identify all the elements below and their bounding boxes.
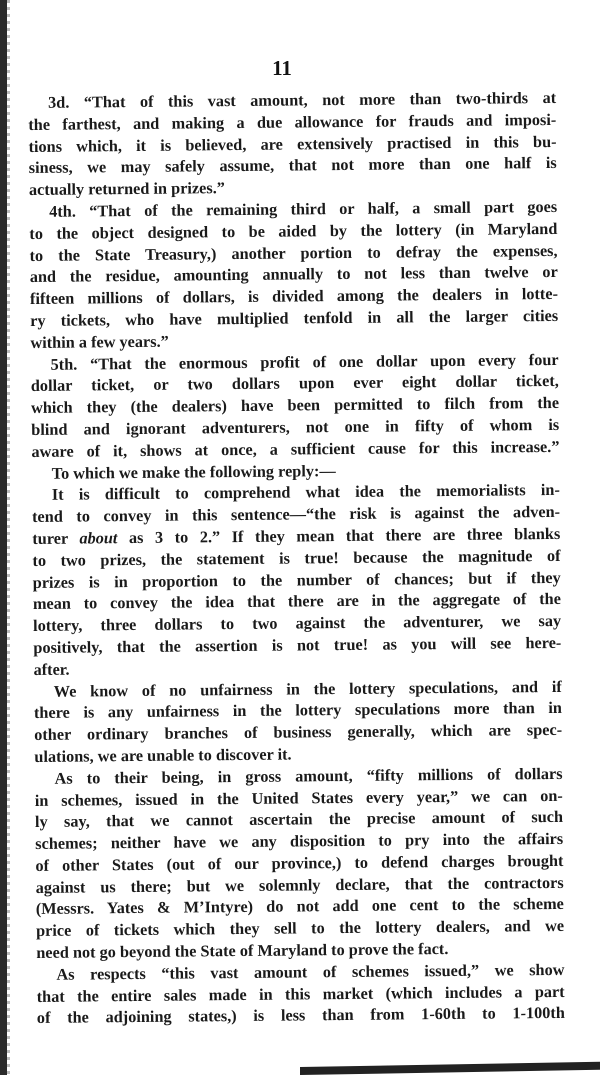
text-line: To which we make the following reply:—	[51, 460, 336, 483]
italic-text: about	[79, 528, 118, 548]
text-line: after.	[33, 659, 70, 679]
text-line: other ordinary branches of business generally, which are spec-	[34, 720, 563, 745]
text-line: against us there; but we solemnly declare, that the contractors	[35, 872, 564, 897]
text-line: 5th. “That the enormous profit of one dollar upon every four	[50, 349, 559, 374]
text-line: ly say, that we cannot ascertain the precise amount of such	[34, 807, 564, 832]
text-line: mean to convey the idea that there are in the aggregate of the	[32, 589, 561, 614]
text-line: 3d. “That of this vast amount, not more than two-thirds at	[48, 87, 557, 112]
text-line: ulations, we are unable to discover it.	[34, 744, 292, 766]
text-line: actually returned in prizes.”	[28, 178, 225, 200]
text-line: dollar ticket, or two dollars upon ever eight dollar ticket,	[30, 371, 559, 396]
text-line: blind and ignorant adventurers, not one in fifty of whom is	[31, 414, 560, 439]
text-line: fifteen millions of dollars, is divided among the dealers in lotte-	[29, 284, 559, 309]
text-line: prizes is in proportion to the number of chances; but if they	[32, 567, 561, 592]
text-line: As to their being, in gross amount, “fifty millions of dollars	[54, 763, 563, 788]
text-line: of the adjoining states,) is less than from 1-60th to 1-100th	[36, 1003, 565, 1028]
body-text	[28, 87, 565, 1029]
text-line: which they (the dealers) have been permitted to filch from the	[30, 393, 560, 418]
text-line: aware of it, shows at once, a sufficient cause for this increase.”	[31, 436, 560, 461]
text-line: It is difficult to comprehend what idea the memorialists in-	[51, 480, 560, 505]
text-line: of other States (out of our province,) to defend charges brought	[35, 850, 564, 875]
text-line: need not go beyond the State of Maryland to prove the fact.	[36, 939, 449, 963]
text-line: the farthest, and making a due allowance for frauds and imposi-	[28, 109, 557, 134]
text-line: ry tickets, who have multiplied tenfold in all the larger cities	[30, 305, 559, 330]
text-line: We know of no unfairness in the lottery speculations, and if	[53, 676, 562, 701]
scan-bottom-edge	[300, 1062, 600, 1075]
text-line: to two prizes, the statement is true! because the magnitude of	[32, 545, 561, 570]
text-line: that the entire sales made in this market (which includes a part	[36, 981, 565, 1006]
text-line: to the object designed to be aided by the lottery (in Maryland	[29, 218, 558, 243]
text-line: price of tickets which they sell to the lottery dealers, and we	[35, 916, 565, 941]
text-line: As respects “this vast amount of schemes issued,” we show	[56, 959, 565, 984]
scan-binding-edge	[0, 0, 7, 1075]
text-line: 4th. “That of the remaining third or half, a small part goes	[49, 196, 558, 221]
text-line: in schemes, issued in the United States every year,” we can on-	[34, 785, 563, 810]
text-line: there is any unfairness in the lottery speculations more than in	[33, 698, 563, 723]
text-line: positively, that the assertion is not true! as you will see here-	[33, 632, 562, 657]
page-number: 11	[272, 56, 292, 80]
text-line: lottery, three dollars to two against the adventurer, we say	[33, 611, 562, 636]
text-line: schemes; neither have we any disposition to pry into the affairs	[35, 828, 564, 854]
text-line: siness, we may safely assume, that not more than one half is	[28, 153, 557, 178]
text-line: tions which, it is believed, are extensively practised in this bu-	[28, 131, 557, 156]
text-segment: as 3 to 2.” If they mean that there are three blanks	[117, 523, 561, 548]
text-line: within a few years.”	[30, 331, 169, 352]
text-line: to the State Treasury,) another portion to defray the expenses,	[29, 240, 558, 265]
scan-binding-edge-texture	[7, 0, 10, 1075]
text-line: tend to convey in this sentence—“the risk is against the adven-	[31, 502, 561, 527]
text-line: (Messrs. Yates & M’Intyre) do not add one cent to the scheme	[35, 894, 564, 919]
text-line: and the residue, amounting annually to not less than twelve or	[29, 262, 558, 287]
text-segment: turer	[32, 528, 80, 548]
